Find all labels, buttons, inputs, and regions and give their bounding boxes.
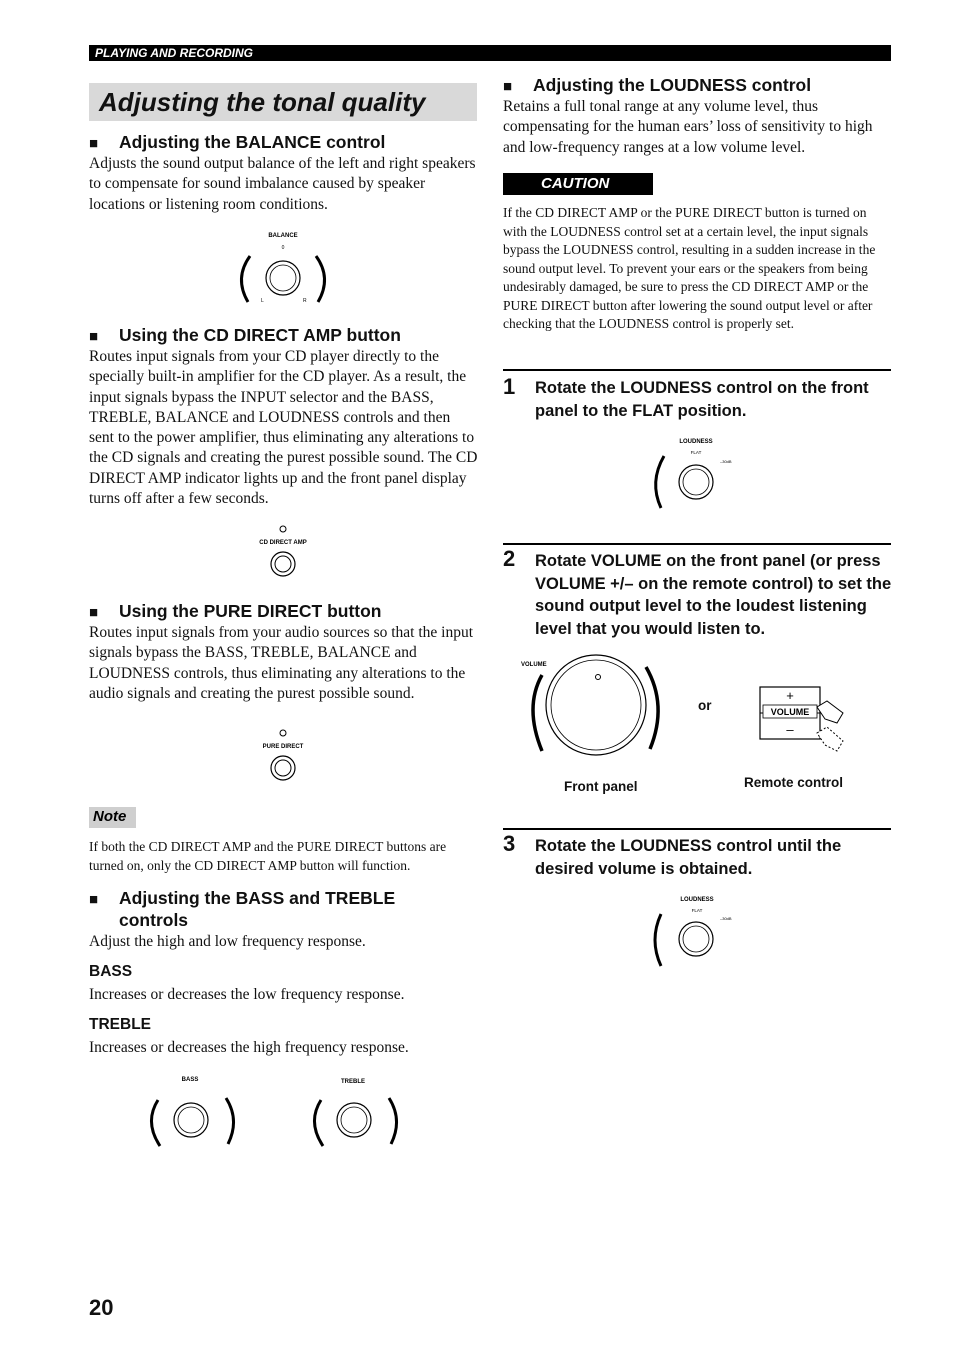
loudness-knob-1 [679,465,713,499]
volume-knob [546,655,646,755]
caution-body: If the CD DIRECT AMP or the PURE DIRECT button is turned on with the LOUDNESS control set at a certain level, the input signals bypass the LOUDNESS control, resulting in a sudden increase in the sound output level. To prevent your ears or the speakers from being undesirably damaged, be sure to press the CD DIRECT AMP or the PURE DIRECT button after lowering the sound output level or after checking that the LOUDNESS control is properly set. [503,205,876,331]
page-number: 20 [89,1295,114,1320]
flat-label-2: FLAT [691,908,703,913]
svg-text:L: L [261,298,264,304]
step-3-number: 3 [503,831,516,856]
bass-treble-intro: Adjust the high and low frequency response. [89,933,366,950]
remote-volume-figure [755,683,847,758]
treble-body: Increases or decreases the high frequency response. [89,1039,409,1056]
db-label-1: –30dB [720,459,732,464]
bass-knob-figure [140,1072,245,1152]
pure-direct-heading: ■ Using the PURE DIRECT button [89,601,382,621]
page-title-box [89,83,477,121]
cd-direct-heading: ■ Using the CD DIRECT AMP button [89,325,401,345]
pure-direct-figure [245,727,325,787]
note-label: Note [93,808,127,825]
balance-knob-label: BALANCE [268,233,298,239]
loudness-knob-label-2: LOUDNESS [680,897,714,903]
note-tag [89,807,136,828]
step-2-number: 2 [503,546,516,571]
caution-label: CAUTION [541,175,610,192]
treble-knob-figure [303,1072,408,1152]
flat-label-1: FLAT [690,450,702,455]
pure-direct-body: Routes input signals from your audio sources so that the input signals bypass the BASS, TREBLE, BALANCE and LOUDNESS controls, thus eliminating any alterations to the audio signals and creating the purest possible sound. [89,624,474,702]
step-1-text: Rotate the LOUDNESS control on the front panel to the FLAT position. [535,379,869,420]
step-3-text: Rotate the LOUDNESS control until the desired volume is obtained. [535,837,842,878]
bass-knob-label: BASS [181,1077,199,1083]
cd-direct-button-label: CD DIRECT AMP [259,540,307,546]
caution-tag [503,173,653,195]
volume-plus-icon: + [786,688,794,703]
pure-direct-indicator [280,730,286,736]
step-1-number: 1 [503,374,516,399]
step-1-divider [503,369,891,371]
section-label: PLAYING AND RECORDING [95,46,254,60]
bass-body: Increases or decreases the low frequency response. [89,986,405,1003]
loudness-body: Retains a full tonal range at any volume level, thus compensating for the human ears’ loss of sensitivity to high and low-frequency ranges at a low volume level. [503,98,873,156]
balance-heading: ■ Adjusting the BALANCE control [89,132,386,152]
db-label-2: –30dB [720,916,732,921]
bass-label: BASS [89,963,133,980]
svg-text:R: R [303,298,307,304]
balance-knob [266,261,300,295]
loudness-knob-figure-2 [645,892,755,972]
svg-text:0: 0 [281,245,285,251]
treble-knob-label: TREBLE [341,1079,365,1085]
note-body: If both the CD DIRECT AMP and the PURE DIRECT buttons are turned on, only the CD DIRECT AMP button will function. [89,839,447,873]
bass-treble-heading: ■ Adjusting the BASS and TREBLE [89,888,396,908]
remote-volume-label: VOLUME [770,707,810,717]
finger-press-icon [817,701,843,723]
pure-direct-button-label: PURE DIRECT [262,744,304,750]
or-label: or [698,698,712,713]
finger-press-dashed-icon [817,727,843,751]
loudness-knob-label-1: LOUDNESS [679,439,713,445]
treble-label: TREBLE [89,1016,151,1033]
loudness-knob-figure-1 [645,434,755,514]
step-2-divider [503,543,891,545]
front-panel-caption: Front panel [564,779,638,794]
step-3-divider [503,828,891,830]
remote-control-caption: Remote control [744,775,844,790]
cd-direct-figure [245,522,325,582]
step-2-text: Rotate VOLUME on the front panel (or press VOLUME +/– on the remote control) to set the sound output level to the loudest listening level that you would listen to. [535,552,892,638]
bass-knob [174,1103,208,1137]
cd-direct-body: Routes input signals from your CD player directly to the specially built-in amplifier for the CD player. As a result, the input signals bypass the INPUT selector and the BASS, TREBLE, BALANCE and LOUDNESS controls and then sent to the power amplifier, thus eliminating any alterations to the CD signals and creating the purest possible sound. The CD DIRECT AMP indicator lights up and the front panel display turns off after a few seconds. [89,348,478,508]
volume-knob-figure [518,645,678,760]
bass-treble-heading-line2: controls [119,910,189,930]
volume-knob-label: VOLUME [521,662,547,668]
page-title: Adjusting the tonal quality [99,87,426,117]
volume-minus-icon: – [786,722,794,737]
balance-body: Adjusts the sound output balance of the left and right speakers to compensate for sound imbalance caused by speaker locations or listening room conditions. [89,155,476,213]
treble-knob [337,1103,371,1137]
section-header-bar [89,45,891,61]
balance-knob-figure [230,228,335,308]
cd-direct-indicator [280,526,286,532]
loudness-heading: ■ Adjusting the LOUDNESS control [503,75,812,95]
loudness-knob-2 [679,922,713,956]
